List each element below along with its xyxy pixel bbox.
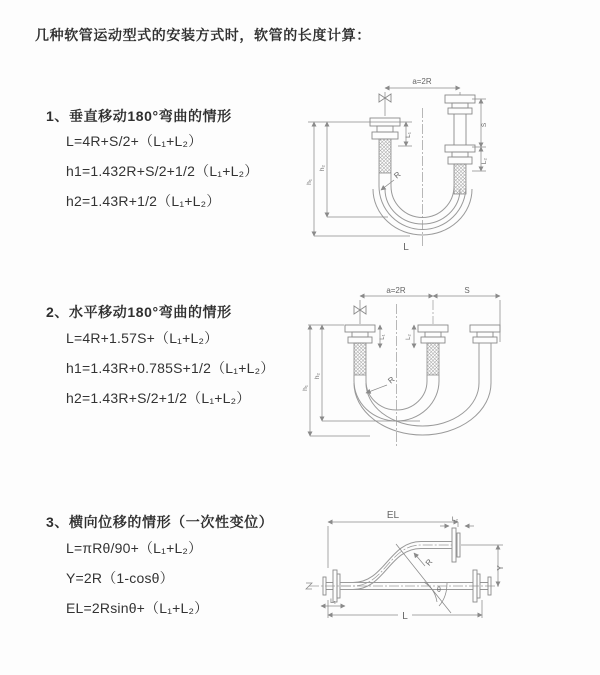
section1-formula-h1: h1=1.432R+S/2+1/2（L₁+L₂） bbox=[66, 163, 259, 179]
d3-label-l1: L₁ bbox=[330, 598, 336, 605]
d3-l2-dimension bbox=[440, 516, 474, 526]
d2-label-r: R bbox=[386, 374, 397, 386]
section2-formula-h1: h1=1.43R+0.785S+1/2（L₁+L₂） bbox=[66, 360, 275, 376]
d1-label-h2: h₂ bbox=[319, 164, 326, 172]
d2-label-h1: h₁ bbox=[302, 385, 309, 391]
d3-label-length: L bbox=[402, 611, 408, 622]
d3-length-dimension bbox=[328, 600, 482, 622]
section3-heading: 3、横向位移的情形（一次性变位） bbox=[46, 514, 274, 530]
section1-formula-length: L=4R+S/2+（L₁+L₂） bbox=[66, 133, 203, 149]
d2-label-l2: L₂ bbox=[406, 334, 412, 340]
section3-formula-el: EL=2Rsinθ+（L₁+L₂） bbox=[66, 600, 209, 616]
section3-formula-length: L=πRθ/90+（L₁+L₂） bbox=[66, 540, 203, 556]
d3-label-r: R bbox=[423, 557, 435, 568]
d2-label-l1: L₁ bbox=[380, 334, 386, 340]
d3-l1-dimension bbox=[321, 598, 345, 606]
section3-formula-y: Y=2R（1-cosθ） bbox=[66, 570, 174, 586]
d1-left-braid bbox=[379, 139, 391, 173]
d1-label-r: R bbox=[392, 169, 403, 181]
d1-label-l2: L₂ bbox=[481, 157, 488, 165]
d2-label-s: S bbox=[464, 286, 470, 295]
d1-label-l1: L₁ bbox=[405, 132, 412, 138]
d3-hose-straight bbox=[306, 583, 500, 590]
diagram-horizontal-180-bend bbox=[300, 280, 600, 460]
d3-radius-leader bbox=[414, 553, 435, 567]
section2-formula-h2: h2=1.43R+S/2+1/2（L₁+L₂） bbox=[66, 390, 251, 406]
section2-formula-length: L=4R+1.57S+（L₁+L₂） bbox=[66, 330, 219, 346]
d1-s-l2-dimensions bbox=[472, 99, 488, 171]
d3-angle-construction bbox=[396, 544, 451, 613]
d1-label-length: L bbox=[403, 242, 409, 253]
diagram-vertical-180-bend bbox=[300, 70, 590, 260]
section2-heading: 2、水平移动180°弯曲的情形 bbox=[46, 304, 232, 320]
d3-label-el: EL bbox=[386, 510, 400, 521]
d1-right-flanges bbox=[445, 95, 475, 194]
d2-label-a2r: a=2R bbox=[386, 286, 406, 295]
d2-right-flange bbox=[470, 325, 500, 343]
section1-formula-h2: h2=1.43R+1/2（L₁+L₂） bbox=[66, 193, 221, 209]
page-title: 几种软管运动型式的安装方式时，软管的长度计算： bbox=[35, 27, 371, 43]
d2-radius-leader bbox=[366, 375, 397, 393]
d2-height-dimensions bbox=[302, 325, 420, 436]
d3-label-theta: θ bbox=[437, 587, 441, 594]
d2-middle-flange bbox=[418, 325, 448, 375]
d3-label-y: Y bbox=[496, 565, 505, 571]
d1-left-flange bbox=[370, 118, 400, 173]
d3-upper-right-flange bbox=[452, 528, 460, 562]
d1-label-h1: h₁ bbox=[306, 179, 313, 185]
d1-label-a2r: a=2R bbox=[412, 77, 432, 86]
d3-label-l2: L₂ bbox=[451, 516, 459, 523]
d2-fitting-dimensions bbox=[380, 325, 414, 348]
d1-label-s: S bbox=[481, 122, 488, 128]
d2-top-dimensions bbox=[360, 286, 500, 342]
section1-heading: 1、垂直移动180°弯曲的情形 bbox=[46, 108, 232, 124]
d2-label-h2: h₂ bbox=[314, 372, 321, 380]
d2-left-flange bbox=[345, 325, 375, 375]
d3-y-dimension bbox=[461, 545, 505, 586]
diagram-lateral-displacement bbox=[295, 500, 600, 675]
